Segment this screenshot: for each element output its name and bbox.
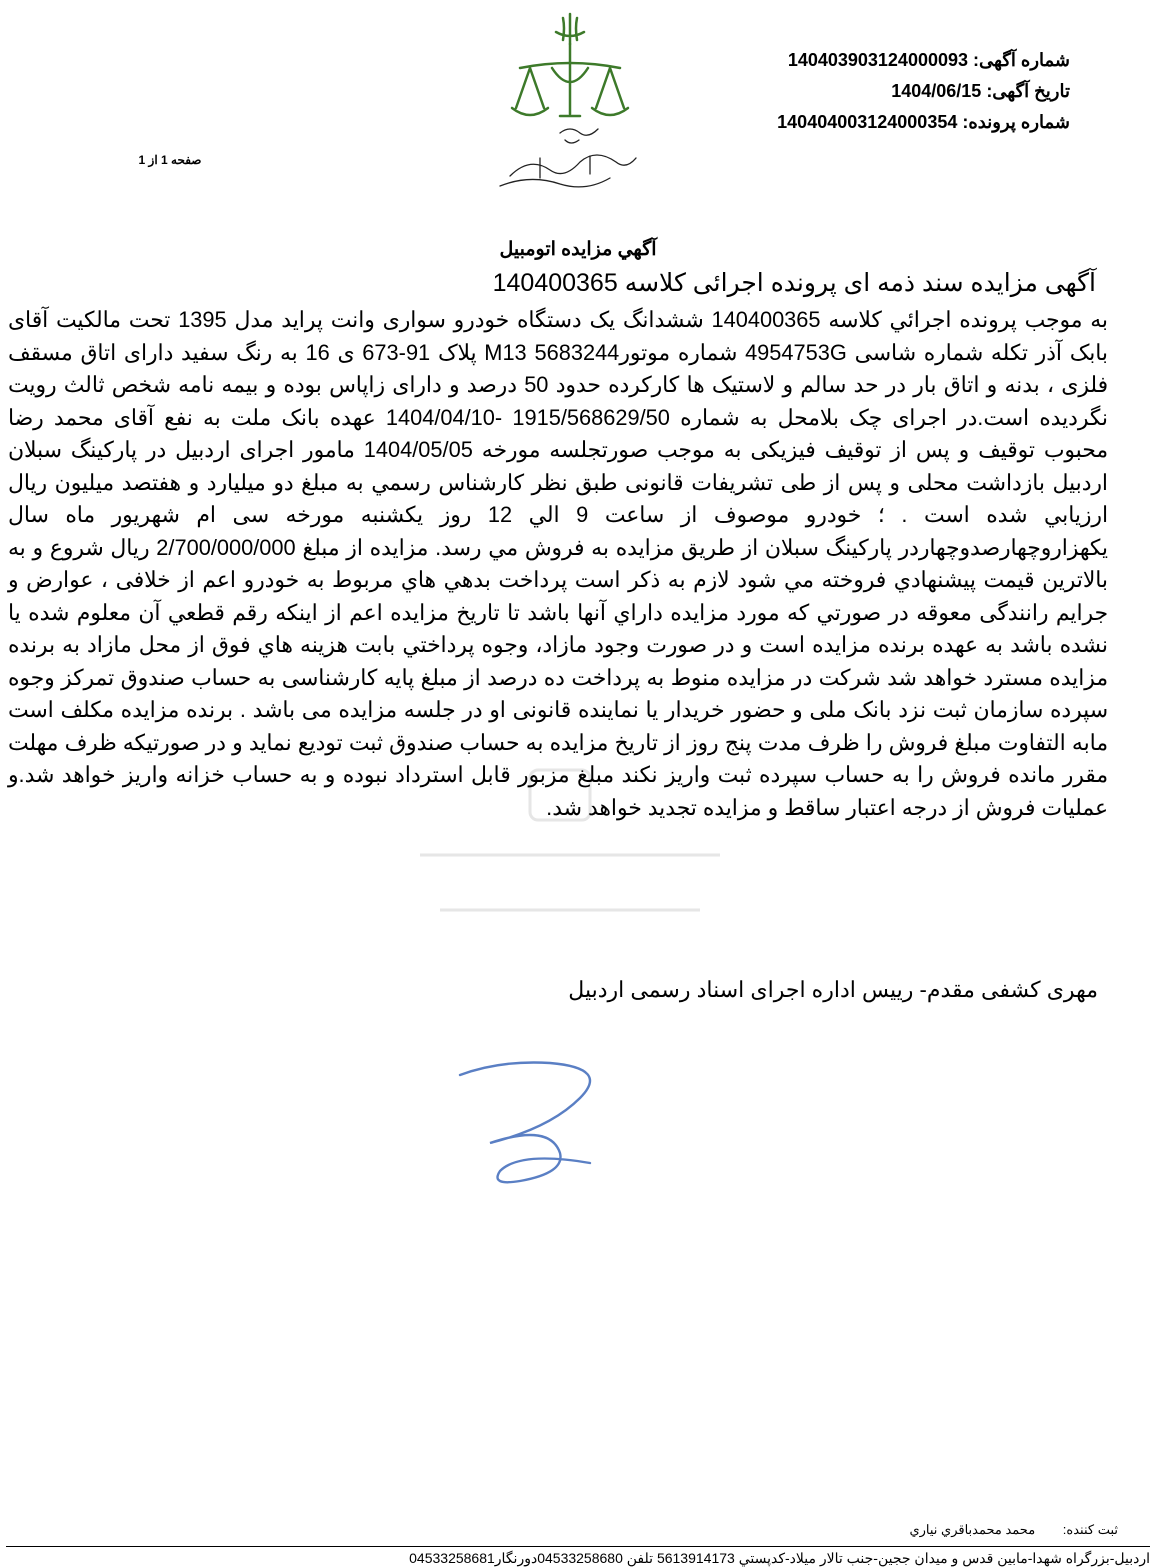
handwritten-signature [440,1050,620,1185]
document-subtitle: آگهی مزایده سند ذمه ای پرونده اجرائی کلاسه 140400365 [492,269,1096,297]
footer-address: اردبیل-بزرگراه شهدا-مابین قدس و میدان ججین-جنب تالار میلاد-کدپستي 5613914173 تلفن 04533258680دورنگار04533258681 [409,1550,1150,1566]
registrar-label: ثبت کننده: [1062,1522,1118,1537]
signatory-line: مهری کشفی مقدم- رییس اداره اجرای اسناد رسمی اردبیل [568,977,1098,1002]
ad-number-row [650,45,1070,76]
ad-date-label: تاریخ آگهی: [986,81,1070,101]
ad-date-value: 1404/06/15 [891,81,982,101]
registrar-name: محمد محمدباقري نياري [909,1522,1036,1537]
file-number-row [650,107,1070,138]
notice-body: به موجب پرونده اجرائي كلاسه 140400365 ششدانگ یک دستگاه خودرو سواری وانت پراید مدل 1395 تحت مالکیت آقای بابک آذر تکله شماره شاسی 4954753G شماره موتور5683244 M13 پلاک 91-673 ی 16 به رنگ سفید دارای اتاق مسقف فلزی ، بدنه و اتاق بار در حد سالم و لاستیک ها کارکرده حدود 50 درصد و دارای زاپاس بوده و بیمه نامه شخص ثالث رویت نگردیده است.در اجرای چک بلامحل به شماره 1915/568629/50 -1404/04/10 عهده بانک ملت به نفع آقای محمد رضا محبوب توقیف و پس از توقیف فیزیکی به موجب صورتجلسه مورخه 1404/05/05 مامور اجرای اردبیل در پارکینگ سبلان اردبیل بازداشت محلی و پس از طی تشریفات قانونی طبق نظر کارشناس رسمي به مبلغ دو میلیارد و هفتصد میلیون ریال ارزيابي شده است . ؛ خودرو موصوف از ساعت 9 الي 12 روز یکشنبه مورخه سی ام شهریور ماه سال یکهزاروچهارصدوچهاردر پارکینگ سبلان از طريق مزايده به فروش مي رسد. مزايده از مبلغ 2/700/000/000 ريال شروع و به بالاترين قيمت پيشنهادي فروخته مي شود لازم به ذکر است پرداخت بدهي هاي مربوط به خودرو اعم از خلافی ، عوارض و جرایم رانندگی معوقه در صورتي كه مورد مزايده داراي آنها باشد تا تاريخ مزايده اعم از اينكه رقم قطعي آن معلوم شده يا نشده باشد به عهده برنده مزايده است و در صورت وجود مازاد، وجوه پرداختي بابت هزينه هاي فوق از محل مازاد به برنده مزايده مسترد خواهد شد شرکت در مزایده منوط به پرداخت ده درصد از مبلغ پایه کارشناسی به حساب صندوق تمرکز وجوه سپرده سازمان ثبت نزد بانک ملی و حضور خریدار یا نماینده قانونی او در جلسه مزایده می باشد . برنده مزایده مکلف است مابه التفاوت مبلغ فروش را ظرف مدت پنج روز از تاریخ مزایده به حساب صندوق ثبت تودیع نماید و در صورتیکه ظرف مهلت مقرر مانده فروش را به حساب سپرده ثبت واریز نکند مبلغ مزبور قابل استرداد نبوده و به حساب خزانه واریز خواهد شد.و عملیات فروش از درجه اعتبار ساقط و مزایده تجدید خواهد شد. [8,307,1109,820]
page-indicator: صفحه 1 از 1 [138,153,202,167]
judiciary-emblem-logo [470,8,670,198]
ad-number-label: شماره آگهی: [973,50,1070,70]
ad-number-value: 140403903124000093 [787,50,969,70]
ad-metadata [650,45,1070,138]
footer-divider [6,1546,1150,1547]
registrar [618,1522,1118,1538]
ad-date-row [650,76,1070,107]
document-title: آگهي مزايده اتومبيل [499,239,657,260]
file-number-label: شماره پرونده: [962,112,1070,132]
file-number-value: 140404003124000354 [777,112,958,132]
